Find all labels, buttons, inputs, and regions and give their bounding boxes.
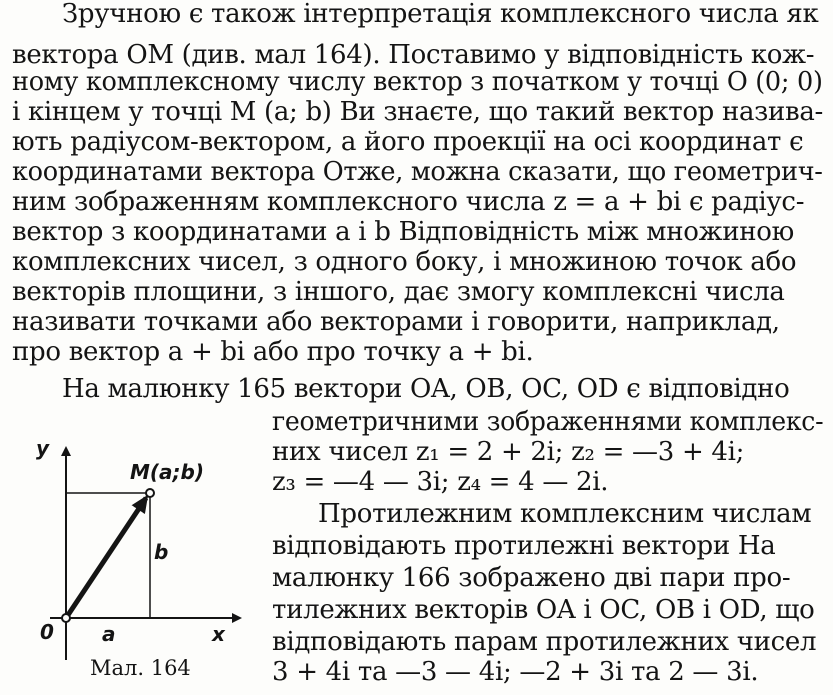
- point-m: [146, 489, 154, 497]
- axis-label-x: x: [212, 622, 225, 646]
- text-line: них чисел z₁ = 2 + 2i; z₂ = —3 + 4i;: [272, 437, 745, 467]
- side-label-a: a: [102, 622, 116, 646]
- text-line: тилежних векторів OA і OC, OB і OD, що: [272, 595, 815, 625]
- text-line: вектора OM (див. мал 164). Поставимо у відповідність кож-: [12, 40, 815, 70]
- text-line: відповідають парам протилежних чисел: [272, 627, 817, 657]
- text-line: вектор з координатами a і b Відповідність між множиною: [12, 217, 794, 247]
- figure-164: [28, 430, 253, 690]
- text-line: Протилежним комплексним числам: [318, 499, 812, 529]
- point-label-m: M(a;b): [130, 460, 204, 484]
- text-line: координатами вектора Отже, можна сказати, що геометрич-: [12, 157, 823, 187]
- text-line: Зручною є також інтерпретація комплексного числа як: [62, 0, 819, 29]
- text-line: геометричними зображеннями комплекс-: [272, 407, 824, 437]
- origin-point: [62, 614, 70, 622]
- text-line: 3 + 4i та —3 — 4i; —2 + 3i та 2 — 3i.: [272, 657, 759, 687]
- origin-label: 0: [40, 620, 54, 644]
- text-line: називати точками або векторами і говорити, наприклад,: [12, 307, 780, 337]
- side-label-b: b: [154, 540, 169, 564]
- axis-label-y: y: [36, 436, 50, 460]
- text-line: z₃ = —4 — 3i; z₄ = 4 — 2i.: [272, 467, 609, 497]
- vector-om: [66, 498, 146, 618]
- text-line: ним зображенням комплексного числа z = a + bi є радіус-: [12, 187, 805, 217]
- text-line: комплексних чисел, з одного боку, і множиною точок або: [12, 247, 797, 277]
- text-line: про вектор a + bi або про точку a + bi.: [12, 337, 534, 367]
- text-line: ють радіусом-вектором, а його проекції на осі координат є: [12, 127, 804, 157]
- text-line: векторів площини, з іншого, дає змогу комплексні числа: [12, 277, 785, 307]
- text-line: відповідають протилежні вектори На: [272, 531, 776, 561]
- text-line: ному комплексному числу вектор з початком у точці O (0; 0): [12, 67, 823, 97]
- figure-caption: Мал. 164: [90, 656, 191, 680]
- text-line: і кінцем у точці M (a; b) Ви знаєте, що такий вектор назива-: [12, 97, 824, 127]
- text-line: На малюнку 165 вектори OA, OB, OC, OD є відповідно: [62, 374, 790, 404]
- text-line: малюнку 166 зображено дві пари про-: [272, 563, 791, 593]
